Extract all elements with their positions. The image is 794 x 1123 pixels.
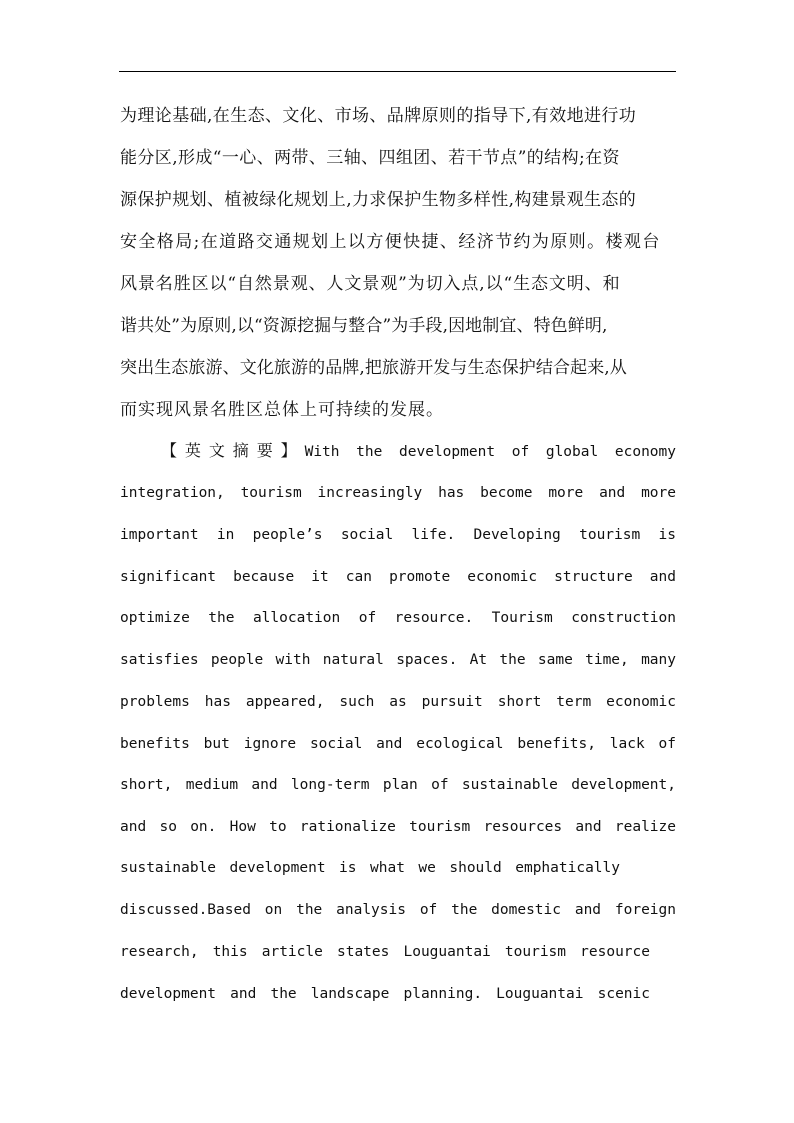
english-text-line: significant because it can promote economic structure and [120, 569, 676, 585]
english-text-line: research, this article states Louguantai tourism resource [120, 944, 650, 960]
english-text-line: optimize the allocation of resource. Tourism construction [120, 610, 676, 626]
chinese-text-line: 风景名胜区以“自然景观、人文景观”为切入点,以“生态文明、和 [120, 274, 621, 294]
english-text-line: benefits but ignore social and ecological benefits, lack of [120, 736, 676, 752]
chinese-text-line: 而实现风景名胜区总体上可持续的发展。 [120, 400, 444, 420]
header-rule [119, 71, 676, 72]
english-abstract-label: 【英文摘要】 [161, 441, 305, 460]
english-text-line: important in people’s social life. Developing tourism is [120, 527, 676, 543]
chinese-text-line: 安全格局;在道路交通规划上以方便快捷、经济节约为原则。楼观台 [120, 232, 661, 252]
english-text-line: integration, tourism increasingly has become more and more [120, 485, 676, 501]
english-text-line: problems has appeared, such as pursuit short term economic [120, 694, 676, 710]
chinese-text-line: 能分区,形成“一心、两带、三轴、四组团、若干节点”的结构;在资 [120, 148, 620, 168]
chinese-text-line: 为理论基础,在生态、文化、市场、品牌原则的指导下,有效地进行功 [120, 106, 637, 126]
english-text-line: satisfies people with natural spaces. At the same time, many [120, 652, 676, 668]
english-text-line: and so on. How to rationalize tourism resources and realize [120, 819, 676, 835]
english-abstract-first-line [161, 441, 676, 462]
english-text-line: discussed.Based on the analysis of the domestic and foreign [120, 902, 676, 918]
english-text-line: short, medium and long-term plan of sustainable development, [120, 777, 676, 793]
chinese-text-line: 谐共处”为原则,以“资源挖掘与整合”为手段,因地制宜、特色鲜明, [120, 316, 608, 336]
english-text-line: With the development of global economy [304, 444, 676, 460]
chinese-text-line: 源保护规划、植被绿化规划上,力求保护生物多样性,构建景观生态的 [120, 190, 637, 210]
english-text-line: sustainable development is what we should emphatically [120, 860, 620, 876]
english-text-line: development and the landscape planning. Louguantai scenic [120, 986, 650, 1002]
chinese-text-line: 突出生态旅游、文化旅游的品牌,把旅游开发与生态保护结合起来,从 [120, 358, 627, 378]
